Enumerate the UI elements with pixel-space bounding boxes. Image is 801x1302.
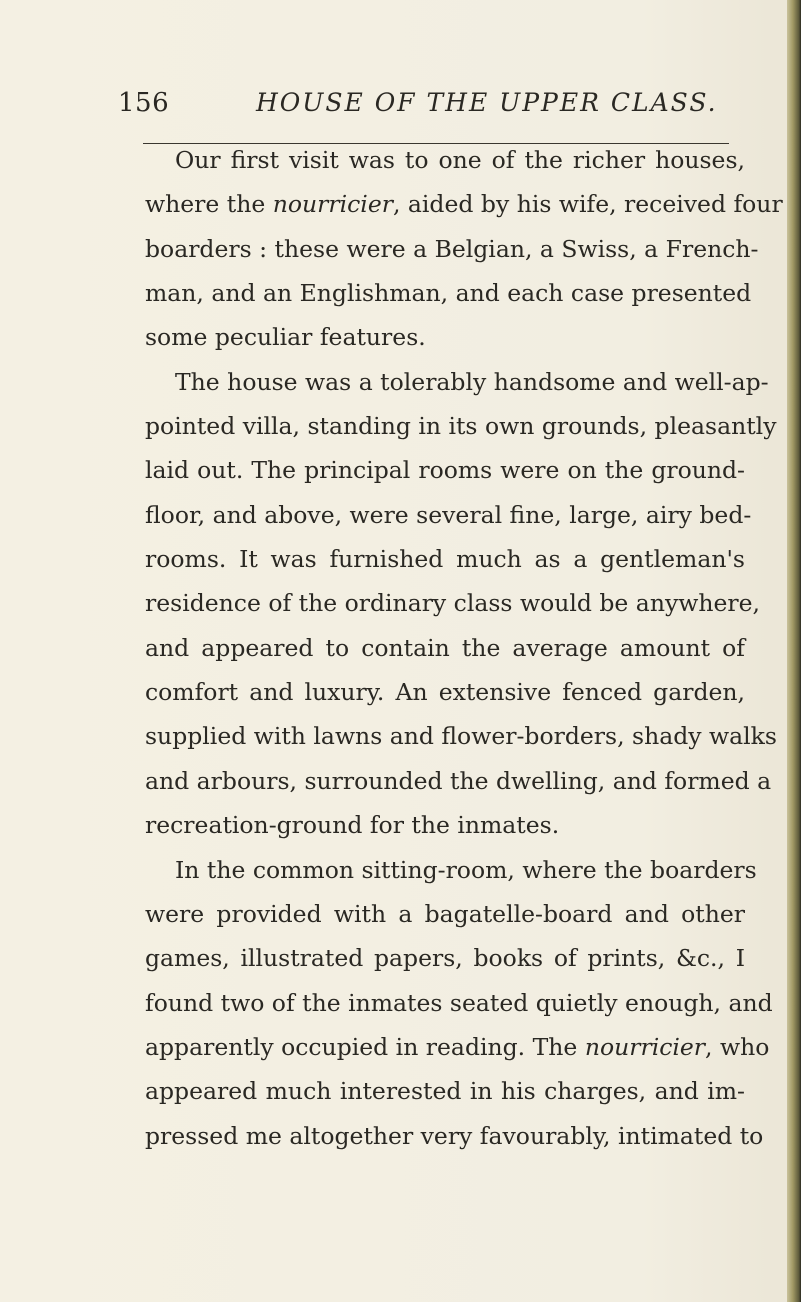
text-line: pointed villa, standing in its own grounds, pleasantly [145, 412, 777, 441]
text-line: rooms. It was furnished much as a gentleman's [145, 545, 745, 574]
text-line: comfort and luxury. An extensive fenced garden, [145, 678, 745, 707]
text-line: In the common sitting-room, where the boarders [175, 855, 757, 884]
text-line: apparently occupied in reading. The nourricier, who [145, 1032, 770, 1061]
text-line: appeared much interested in his charges, and im- [145, 1077, 745, 1106]
italic-term: nourricier [272, 190, 393, 219]
text-line: supplied with lawns and flower-borders, shady walks [145, 722, 777, 751]
text-line: The house was a tolerably handsome and well-ap- [175, 367, 769, 396]
text-line: recreation-ground for the inmates. [145, 811, 560, 840]
text-line: were provided with a bagatelle-board and other [145, 899, 745, 928]
page-number: 156 [118, 88, 170, 118]
text-line: and arbours, surrounded the dwelling, and formed a [145, 766, 772, 795]
text-line: some peculiar features. [145, 323, 426, 352]
text-line: where the nourricier, aided by his wife, received four [145, 190, 783, 219]
text-line: floor, and above, were several fine, large, airy bed- [145, 500, 752, 529]
text-line: Our first visit was to one of the richer houses, [175, 146, 745, 174]
text-line: found two of the inmates seated quietly enough, and [145, 988, 773, 1017]
text-line: and appeared to contain the average amount of [145, 633, 745, 662]
text-line: man, and an Englishman, and each case presented [145, 279, 752, 308]
body-text [145, 138, 783, 1158]
page-binding-edge [787, 0, 801, 1302]
text-line: boarders : these were a Belgian, a Swiss, a French- [145, 234, 759, 263]
text-line: pressed me altogether very favourably, intimated to [145, 1121, 764, 1150]
running-head [118, 88, 738, 124]
text-line: residence of the ordinary class would be anywhere, [145, 589, 760, 618]
text-line: games, illustrated papers, books of prints, &c., I [145, 944, 745, 973]
running-title: HOUSE OF THE UPPER CLASS. [256, 88, 718, 117]
text-line: laid out. The principal rooms were on the ground- [145, 456, 745, 485]
italic-term: nourricier [584, 1032, 706, 1061]
